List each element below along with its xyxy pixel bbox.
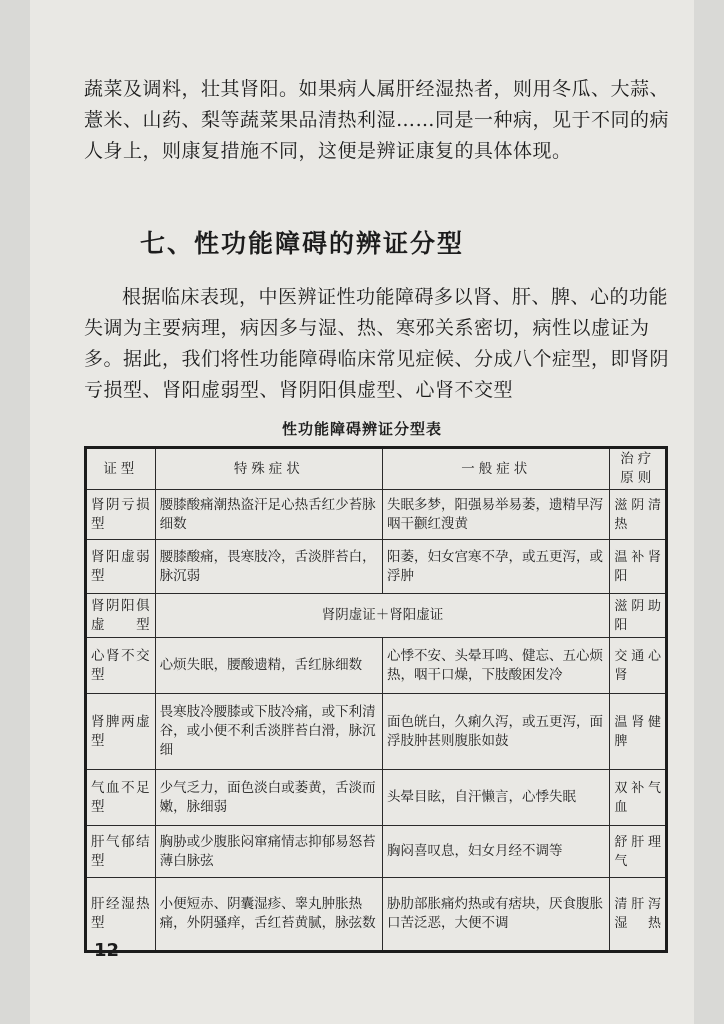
table-row <box>86 694 667 770</box>
header-special: 特殊症状 <box>155 448 382 490</box>
row-merged-symptoms: 肾阴虚证＋肾阳虚证 <box>155 594 610 638</box>
row-general: 阳萎，妇女宫寒不孕，或五更泻，或浮肿 <box>383 540 610 594</box>
row-treatment: 温补肾阳 <box>610 540 667 594</box>
top-paragraph: 蔬菜及调料，壮其肾阳。如果病人属肝经湿热者，则用冬瓜、大蒜、薏米、山药、梨等蔬菜果品清热利湿……同是一种病，见于不同的病人身上，则康复措施不同，这便是辨证康复的具体体现。 <box>84 78 670 162</box>
row-treatment: 交通心肾 <box>610 638 667 694</box>
row-general: 胁肋部胀痛灼热或有痞块，厌食腹胀口苦泛恶，大便不调 <box>383 878 610 952</box>
header-type: 证型 <box>86 448 156 490</box>
row-special: 少气乏力，面色淡白或萎黄，舌淡而嫩，脉细弱 <box>155 770 382 826</box>
header-treatment: 治疗原则 <box>610 448 667 490</box>
table-row <box>86 540 667 594</box>
row-treatment: 舒肝理气 <box>610 826 667 878</box>
row-general: 失眠多梦，阳强易举易萎，遗精早泻咽干颧红溲黄 <box>383 490 610 540</box>
row-special: 心烦失眠，腰酸遗精，舌红脉细数 <box>155 638 382 694</box>
row-treatment: 双补气血 <box>610 770 667 826</box>
syndrome-table <box>84 446 668 953</box>
row-type: 肾阴亏损型 <box>86 490 156 540</box>
row-special: 小便短赤、阴囊湿疹、睾丸肿胀热痛，外阴骚痒，舌红苔黄腻，脉弦数 <box>155 878 382 952</box>
page-number: 12 <box>94 940 120 961</box>
header-general: 一般症状 <box>383 448 610 490</box>
table-row <box>86 826 667 878</box>
top-paragraph-block <box>84 74 670 167</box>
table-row <box>86 638 667 694</box>
row-special: 胸胁或少腹胀闷窜痛情志抑郁易怒苔薄白脉弦 <box>155 826 382 878</box>
intro-paragraph-block <box>84 282 670 406</box>
row-type: 肾阴阳俱虚型 <box>86 594 156 638</box>
table-row <box>86 490 667 540</box>
row-general: 头晕目眩，自汗懒言，心悸失眠 <box>383 770 610 826</box>
row-type: 肝经湿热型 <box>86 878 156 952</box>
row-treatment: 滋阴助阳 <box>610 594 667 638</box>
row-special: 腰膝酸痛，畏寒肢冷，舌淡胖苔白，脉沉弱 <box>155 540 382 594</box>
row-type: 肝气郁结型 <box>86 826 156 878</box>
row-treatment: 清肝泻湿热 <box>610 878 667 952</box>
table-row <box>86 878 667 952</box>
row-general: 面色㿠白，久痢久泻，或五更泻，面浮肢肿甚则腹胀如鼓 <box>383 694 610 770</box>
intro-paragraph: 根据临床表现，中医辨证性功能障碍多以肾、肝、脾、心的功能失调为主要病理，病因多与湿、热、寒邪关系密切，病性以虚证为多。据此，我们将性功能障碍临床常见症候、分成八个症型，即肾阴亏损型、肾阳虚弱型、肾阴阳俱虚型、心肾不交型 <box>84 286 670 401</box>
row-special: 畏寒肢冷腰膝或下肢冷痛，或下利清谷，或小便不利舌淡胖苔白滑，脉沉细 <box>155 694 382 770</box>
table-header-row <box>86 448 667 490</box>
row-type: 肾脾两虚型 <box>86 694 156 770</box>
row-general: 心悸不安、头晕耳鸣、健忘、五心烦热，咽干口燥，下肢酸困发冷 <box>383 638 610 694</box>
row-special: 腰膝酸痛潮热盗汗足心热舌红少苔脉细数 <box>155 490 382 540</box>
row-type: 肾阳虚弱型 <box>86 540 156 594</box>
table-row <box>86 770 667 826</box>
section-heading: 七、性功能障碍的辨证分型 <box>140 229 465 258</box>
row-treatment: 滋阴清热 <box>610 490 667 540</box>
row-type: 心肾不交型 <box>86 638 156 694</box>
book-page <box>30 0 694 1024</box>
table-title: 性功能障碍辨证分型表 <box>281 420 442 438</box>
row-treatment: 温肾健脾 <box>610 694 667 770</box>
row-type: 气血不足型 <box>86 770 156 826</box>
row-general: 胸闷喜叹息，妇女月经不调等 <box>383 826 610 878</box>
table-row <box>86 594 667 638</box>
